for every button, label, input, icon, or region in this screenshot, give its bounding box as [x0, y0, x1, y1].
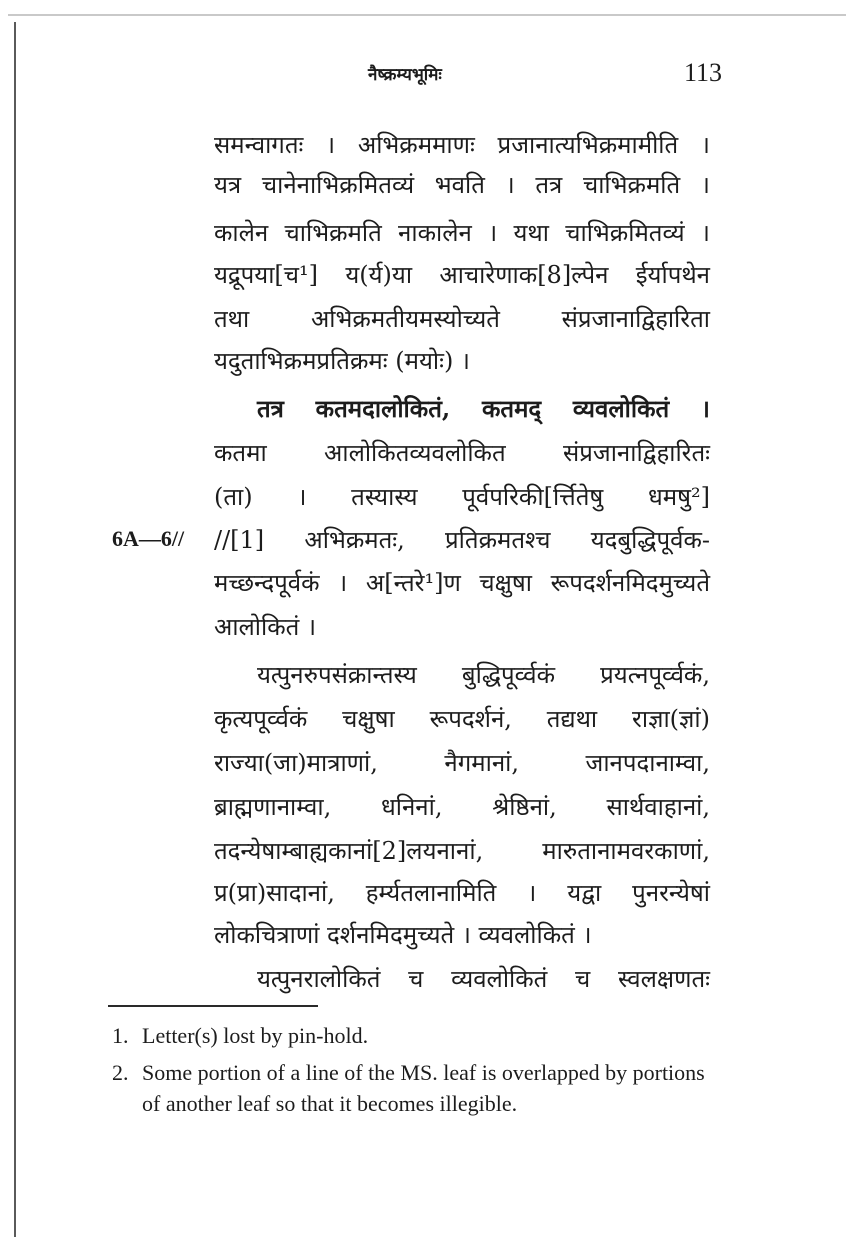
text-line: समन्वागतः । अभिक्रममाणः प्रजानात्यभिक्रमामीति । — [214, 131, 710, 159]
page-number: 113 — [684, 58, 723, 87]
text-line: राज्या(जा)मात्राणां, नैगमानां, जानपदानाम्वा, — [214, 749, 710, 777]
footnote-text: Letter(s) lost by pin-hold. — [142, 1023, 369, 1048]
binding-edge — [14, 22, 16, 1237]
text-line: यत्र चानेनाभिक्रमितव्यं भवति । तत्र चाभिक्रमति । — [214, 171, 710, 199]
section-heading: तत्र कतमदालोकितं, कतमद् व्यवलोकितं । — [257, 394, 710, 423]
text-line: कालेन चाभिक्रमति नाकालेन । यथा चाभिक्रमितव्यं । — [214, 219, 710, 247]
footnote — [112, 1020, 712, 1051]
text-line: कतमा आलोकितव्यवलोकित संप्रजानाद्विहारितः — [214, 439, 710, 467]
manuscript-folio-reference: 6A—6// — [112, 526, 185, 551]
running-title: नैष्क्रम्यभूमिः — [368, 65, 442, 85]
text-line: तदन्येषाम्बाह्यकानां[2]लयनानां, मारुतानामवरकाणां, — [214, 837, 710, 865]
text-line: कृत्यपूर्व्वकं चक्षुषा रूपदर्शनं, तद्यथा राज्ञा(ज्ञां) — [214, 705, 710, 733]
text-line: मच्छन्दपूर्वकं । अ[न्तरे¹]ण चक्षुषा रूपदर्शनमिदमुच्यते — [214, 569, 711, 597]
text-line: (ता) । तस्यास्य पूर्वपरिकी[र्त्तितेषु धमषु²] — [214, 483, 710, 511]
footnote-number: 1. — [112, 1023, 129, 1048]
text-line: //[1] अभिक्रमतः, प्रतिक्रमतश्च यदबुद्धिपूर्वक- — [214, 526, 710, 554]
text-line: आलोकितं । — [214, 613, 317, 641]
text-line: प्र(प्रा)सादानां, हर्म्यतलानामिति । यद्वा पुनरन्येषां — [214, 879, 710, 907]
text-line: तथा अभिक्रमतीयमस्योच्यते संप्रजानाद्विहारिता — [214, 305, 710, 333]
text-line: यत्पुनरालोकितं च व्यवलोकितं च स्वलक्षणतः — [257, 965, 710, 993]
footnote-separator — [108, 1005, 318, 1007]
text-line: ब्राह्मणानाम्वा, धनिनां, श्रेष्ठिनां, सार्थवाहानां, — [214, 793, 710, 821]
text-line: यदुताभिक्रमप्रतिक्रमः (मयोः) । — [214, 347, 471, 375]
text-line: यत्पुनरुपसंक्रान्तस्य बुद्धिपूर्व्वकं प्रयत्नपूर्व्वकं, — [257, 661, 710, 689]
page-top-edge — [8, 14, 846, 16]
text-line: लोकचित्राणां दर्शनमिदमुच्यते । व्यवलोकितं । — [214, 921, 592, 949]
text-line: यद्रूपया[च¹] य(र्य)या आचारेणाक[8]ल्पेन ईर्यापथेन — [214, 261, 710, 289]
footnote — [112, 1057, 712, 1119]
footnote-number: 2. — [112, 1060, 129, 1085]
footnote-text: Some portion of a line of the MS. leaf is overlapped by portions of another leaf so that it becomes illegible. — [142, 1060, 705, 1116]
